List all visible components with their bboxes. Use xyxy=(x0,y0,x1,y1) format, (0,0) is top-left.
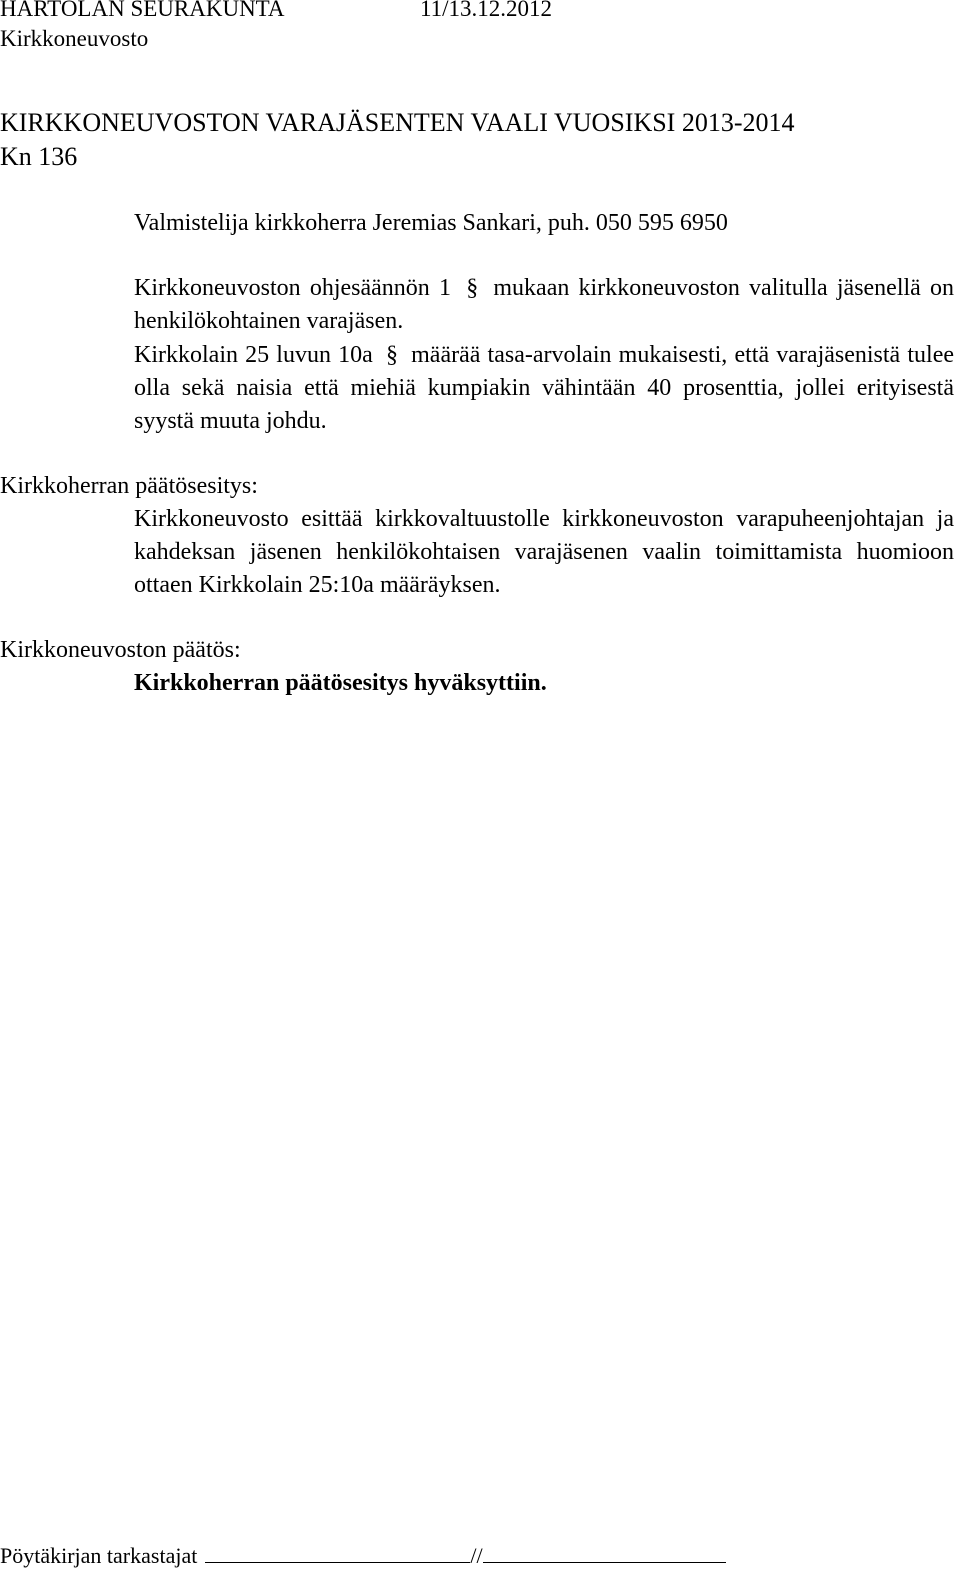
signature-separator: // xyxy=(470,1543,483,1568)
header-organization: HARTOLAN SEURAKUNTA xyxy=(0,0,285,21)
footer-label: Pöytäkirjan tarkastajat xyxy=(0,1543,198,1568)
decision-text: Kirkkoherran päätösesitys hyväksyttiin. xyxy=(134,670,547,696)
header-body-name: Kirkkoneuvosto xyxy=(0,26,149,51)
section-sign: § xyxy=(385,342,398,368)
section-number: Kn 136 xyxy=(0,142,78,171)
proposal-label: Kirkkoherran päätösesitys: xyxy=(0,473,258,499)
paragraph-law-start: Kirkkolain 25 luvun 10a xyxy=(134,342,373,368)
paragraph-rules xyxy=(134,272,954,338)
footer-signatures xyxy=(0,1539,726,1572)
section-sign: § xyxy=(466,275,479,301)
preparer-line: Valmistelija kirkkoherra Jeremias Sankari, puh. 050 595 6950 xyxy=(134,210,728,236)
paragraph-rules-end: mukaan kirkkoneuvoston valitulla jäsenellä on henkilökohtainen varajäsen. xyxy=(134,275,955,334)
section-title: KIRKKONEUVOSTON VARAJÄSENTEN VAALI VUOSIKSI 2013-2014 xyxy=(0,108,795,137)
paragraph-law xyxy=(134,339,954,438)
proposal-text: Kirkkoneuvosto esittää kirkkovaltuustolle kirkkoneuvoston varapuheenjohtajan ja kahdeksan jäsenen henkilökohtaisen varajäsenen vaalin toimittamista huomioon ottaen Kirkkolain 25:10a määräyksen. xyxy=(134,506,954,598)
paragraph-law-end: määrää tasa-arvolain mukaisesti, että varajäsenistä tulee olla sekä naisia että miehiä kumpiakin vähintään 40 prosenttia, jollei erityisestä syystä muuta johdu. xyxy=(134,342,955,434)
header-page-date: 11/13.12.2012 xyxy=(420,0,553,21)
decision-label: Kirkkoneuvoston päätös: xyxy=(0,637,241,663)
signature-line-1 xyxy=(205,1540,470,1563)
paragraph-rules-start: Kirkkoneuvoston ohjesäännön 1 xyxy=(134,275,451,301)
signature-line-2 xyxy=(483,1540,726,1563)
